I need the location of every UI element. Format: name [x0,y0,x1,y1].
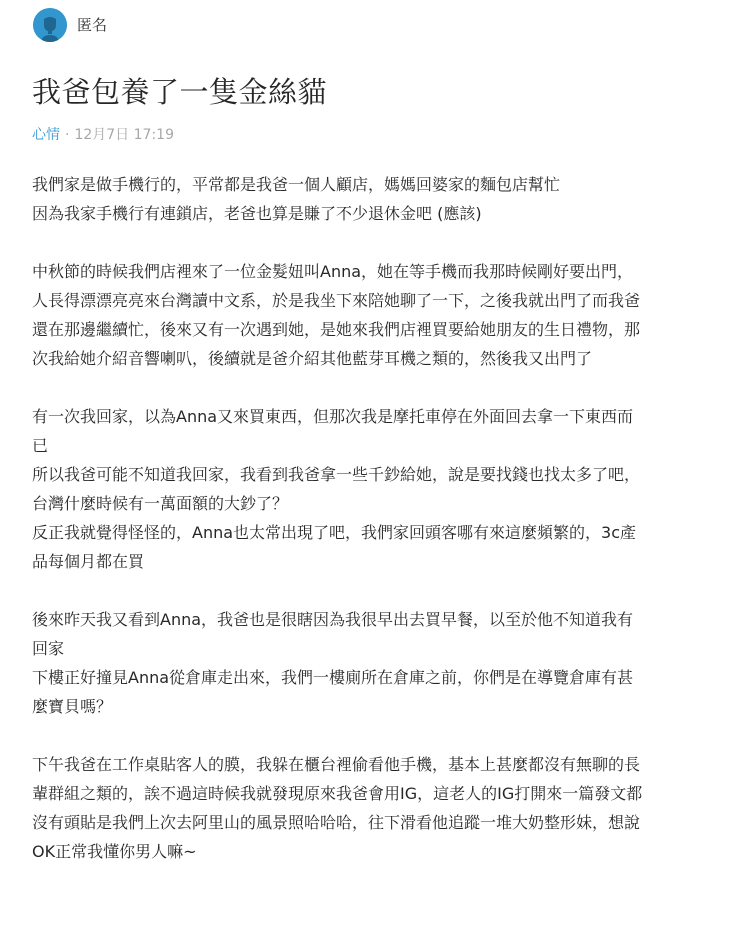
author-row [33,8,107,42]
forum-link[interactable]: 心情 [32,127,60,143]
content-line: 後來昨天我又看到Anna，我爸也是很瞎因為我很早出去買早餐，以至於他不知道我有 [32,610,634,629]
content-line: 因為我家手機行有連鎖店，老爸也算是賺了不少退休金吧 (應該) [32,204,482,223]
content-line: 已 [32,436,49,455]
anonymous-avatar-icon[interactable] [33,8,67,42]
content-line: 我們家是做手機行的，平常都是我爸一個人顧店，媽媽回婆家的麵包店幫忙 [32,175,561,194]
content-line: 下樓正好撞見Anna從倉庫走出來，我們一樓廁所在倉庫之前，你們是在導覽倉庫有甚 [32,668,634,687]
content-line: 次我給她介紹音響喇叭，後續就是爸介紹其他藍芽耳機之類的，然後我又出門了 [32,349,593,368]
post-title: 我爸包養了一隻金絲貓 [32,75,328,109]
content-line: 輩群組之類的，誒不過這時候我就發現原來我爸會用IG，這老人的IG打開來一篇發文都 [32,784,643,803]
author-name[interactable]: 匿名 [77,16,108,34]
content-line: 有一次我回家，以為Anna又來買東西，但那次我是摩托車停在外面回去拿一下東西而 [32,407,634,426]
content-line: 麼寶貝嗎？ [32,697,113,716]
paragraph-gap [32,576,720,605]
content-line: 反正我就覺得怪怪的，Anna也太常出現了吧，我們家回頭客哪有來這麼頻繁的，3c產 [32,523,637,542]
content-line: 還在那邊繼續忙，後來又有一次遇到她，是她來我們店裡買要給她朋友的生日禮物，那 [32,320,641,339]
content-line: 台灣什麼時候有一萬面額的大鈔了？ [32,494,289,513]
paragraph-gap [32,228,720,257]
post-meta [32,125,174,145]
content-line: 品每個月都在買 [32,552,145,571]
content-line: 沒有頭貼是我們上次去阿里山的風景照哈哈哈，往下滑看他追蹤一堆大奶整形妹，想說 [32,813,641,832]
content-line: 所以我爸可能不知道我回家，我看到我爸拿一些千鈔給她，說是要找錢也找太多了吧， [32,465,641,484]
paragraph-gap [32,373,720,402]
post-timestamp: 12月7日 17:19 [74,127,174,143]
content-line: 人長得漂漂亮亮來台灣讀中文系，於是我坐下來陪她聊了一下，之後我就出門了而我爸 [32,291,641,310]
content-line: 下午我爸在工作桌貼客人的膜，我躲在櫃台裡偷看他手機，基本上甚麼都沒有無聊的長 [32,755,641,774]
meta-separator: · [65,127,70,143]
post-content [32,170,720,866]
content-line: 回家 [32,639,65,658]
content-line: OK正常我懂你男人嘛~ [32,842,197,861]
content-line: 中秋節的時候我們店裡來了一位金髮妞叫Anna，她在等手機而我那時候剛好要出門， [32,262,634,281]
paragraph-gap [32,721,720,750]
